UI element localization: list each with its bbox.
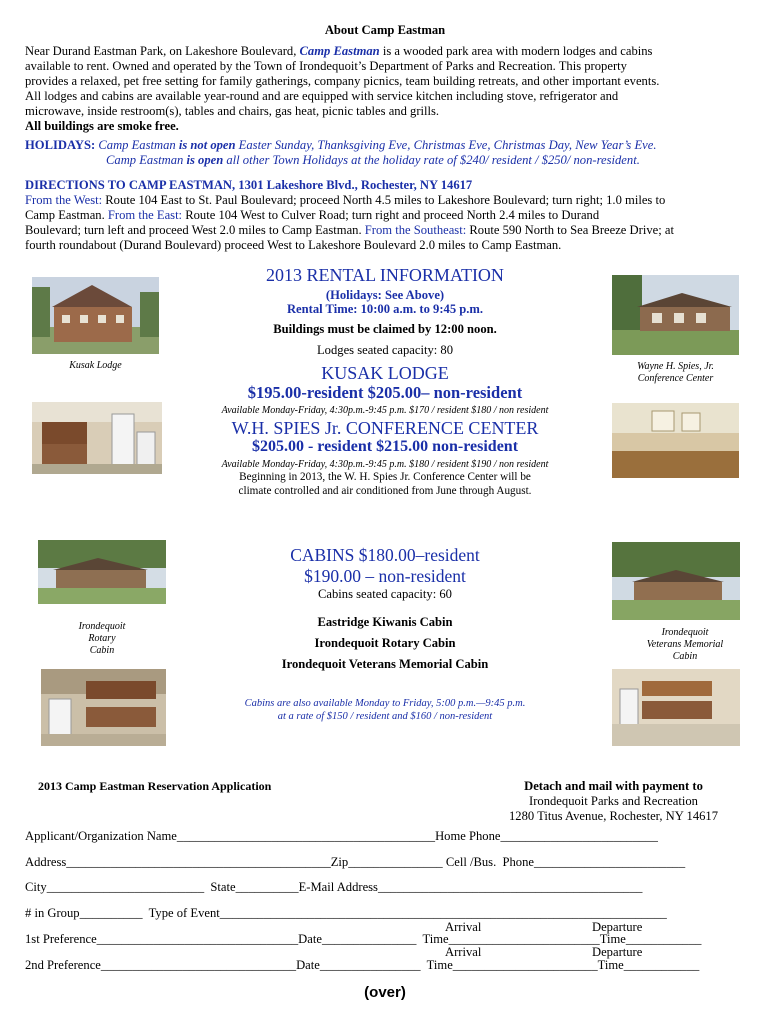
- direction-text: Route 104 West to Culver Road; turn right and proceed North 2.4 miles to Durand: [182, 208, 600, 222]
- holidays-closed: is not open: [178, 138, 236, 152]
- spies-note-2: climate controlled and air conditioned from June through August.: [238, 485, 532, 497]
- first-preference-row[interactable]: 1st Preference________________________________Date_______________ Time________________________Time____________: [25, 932, 702, 946]
- departure-label-2: Departure: [592, 945, 643, 959]
- cabins-title-1: CABINS $180.00–resident: [290, 545, 480, 565]
- cabins-weekday-rate-1: Cabins are also available Monday to Friday, 5:00 p.m.—9:45 p.m.: [244, 698, 526, 709]
- kusak-title: KUSAK LODGE: [321, 363, 449, 383]
- kusak-kitchen-photo: [32, 402, 162, 474]
- spies-interior-photo: [612, 403, 739, 478]
- about-line: microwave, inside restroom(s), tables and chairs, gas heat, picnic tables and grills.: [25, 104, 440, 118]
- from-southeast-label: From the Southeast:: [364, 223, 467, 237]
- holidays-text: all other Town Holidays at the holiday rate of $240/ resident / $250/ non-resident.: [223, 153, 640, 167]
- about-line: available to rent. Owned and operated by the Town of Irondequoit’s Department of Parks and Recreation. This property: [25, 59, 627, 73]
- veterans-cabin-photo: [612, 542, 740, 620]
- applicant-row[interactable]: Applicant/Organization Name_________________________________________Home Phone_________________________: [25, 829, 658, 843]
- caption-line: Rotary: [88, 633, 116, 644]
- departure-label-1: Departure: [592, 920, 643, 934]
- direction-text: fourth roundabout (Durand Boulevard) proceed West to Lakeshore Boulevard 2.0 miles to Camp Eastman.: [25, 238, 562, 252]
- rotary-cabin-kitchen-photo: [41, 669, 166, 746]
- direction-text: Route 104 East to St. Paul Boulevard; proceed North 4.5 miles to Lakeshore Boulevard; turn right; 1.0 miles to: [102, 193, 666, 207]
- from-east-label: From the East:: [107, 208, 183, 222]
- about-paragraph: [25, 44, 755, 134]
- mail-line: Irondequoit Parks and Recreation: [529, 794, 698, 808]
- about-line: provides a relaxed, pet free setting for family gatherings, company picnics, team building retreats, and other important events.: [25, 74, 660, 88]
- mail-address: [470, 779, 757, 824]
- holidays-label: HOLIDAYS:: [25, 138, 96, 152]
- rental-holidays-note: (Holidays: See Above): [325, 288, 445, 302]
- direction-text: Boulevard; turn left and proceed West 2.0 miles to Camp Eastman.: [25, 223, 365, 237]
- claim-note: Buildings must be claimed by 12:00 noon.: [273, 322, 497, 336]
- camp-name: Camp Eastman: [299, 44, 380, 58]
- spies-center-photo: [612, 275, 739, 355]
- spies-title: W.H. SPIES Jr. CONFERENCE CENTER: [231, 418, 539, 438]
- direction-text: Camp Eastman.: [25, 208, 108, 222]
- holidays-text: Camp Eastman: [106, 153, 187, 167]
- kusak-rates: $195.00-resident $205.00– non-resident: [247, 383, 523, 402]
- spies-caption-line: Conference Center: [637, 373, 714, 384]
- about-text: Near Durand Eastman Park, on Lakeshore Boulevard,: [25, 44, 300, 58]
- holidays-text: Camp Eastman: [95, 138, 179, 152]
- holidays-text: Easter Sunday, Thanksgiving Eve, Christmas Eve, Christmas Day, New Year’s Eve.: [235, 138, 657, 152]
- mail-line: 1280 Titus Avenue, Rochester, NY 14617: [508, 809, 719, 823]
- caption-line: Irondequoit: [661, 627, 709, 638]
- cabins-weekday-rate-2: at a rate of $150 / resident and $160 / non-resident: [277, 711, 493, 722]
- kusak-lodge-photo: [32, 277, 159, 354]
- spies-caption-line: Wayne H. Spies, Jr.: [637, 361, 714, 372]
- from-west-label: From the West:: [25, 193, 103, 207]
- spies-weekday-rate: Available Monday-Friday, 4:30p.m.-9:45 p.m. $180 / resident $190 / non resident: [221, 459, 549, 470]
- kusak-lodge-caption: Kusak Lodge: [69, 360, 122, 371]
- cabin-name-3: Irondequoit Veterans Memorial Cabin: [281, 657, 489, 671]
- city-row[interactable]: City_________________________ State__________E-Mail Address__________________________________________: [25, 880, 643, 894]
- arrival-label-2: Arrival: [445, 945, 482, 959]
- group-row[interactable]: # in Group__________ Type of Event_______________________________________________________________________: [25, 906, 667, 920]
- about-text: is a wooded park area with modern lodges and cabins: [379, 44, 653, 58]
- direction-text: Route 590 North to Sea Breeze Drive; at: [466, 223, 674, 237]
- veterans-cabin-caption: [612, 627, 758, 663]
- rental-title: 2013 RENTAL INFORMATION: [266, 265, 504, 285]
- veterans-cabin-interior-photo: [612, 669, 740, 746]
- holidays-open: is open: [186, 153, 224, 167]
- cabins-title-2: $190.00 – non-resident: [304, 566, 466, 586]
- cabins-capacity: Cabins seated capacity: 60: [318, 587, 452, 601]
- address-row[interactable]: Address__________________________________________Zip_______________ Cell /Bus. Phone________________________: [25, 855, 686, 869]
- cabin-name-1: Eastridge Kiwanis Cabin: [317, 615, 453, 629]
- spies-rates: $205.00 - resident $215.00 non-resident: [251, 438, 519, 455]
- rotary-cabin-photo: [38, 540, 166, 604]
- application-title: 2013 Camp Eastman Reservation Application: [38, 779, 272, 793]
- rotary-cabin-caption: [38, 621, 166, 657]
- second-preference-row[interactable]: 2nd Preference_______________________________Date________________ Time_______________________Time____________: [25, 958, 700, 972]
- holidays-block: [25, 138, 765, 168]
- about-title: About Camp Eastman: [324, 23, 446, 37]
- spies-caption: [612, 361, 739, 385]
- cabin-name-2: Irondequoit Rotary Cabin: [314, 636, 456, 650]
- caption-line: Cabin: [672, 651, 698, 662]
- directions-block: [25, 178, 765, 253]
- caption-line: Irondequoit: [78, 621, 126, 632]
- lodge-capacity: Lodges seated capacity: 80: [316, 343, 454, 357]
- directions-heading: DIRECTIONS TO CAMP EASTMAN, 1301 Lakeshore Blvd., Rochester, NY 14617: [25, 178, 473, 192]
- kusak-weekday-rate: Available Monday-Friday, 4:30p.m.-9:45 p.m. $170 / resident $180 / non resident: [221, 405, 549, 416]
- smoke-free-note: All buildings are smoke free.: [25, 119, 179, 133]
- spies-note-1: Beginning in 2013, the W. H. Spies Jr. Conference Center will be: [239, 471, 531, 483]
- mail-title: Detach and mail with payment to: [524, 779, 703, 793]
- about-line: All lodges and cabins are available year-round and are equipped with service kitchen including stove, refrigerator and: [25, 89, 619, 103]
- arrival-label-1: Arrival: [445, 920, 482, 934]
- caption-line: Veterans Memorial: [646, 639, 724, 650]
- over-label: (over): [364, 984, 406, 1001]
- caption-line: Cabin: [89, 645, 115, 656]
- rental-time: Rental Time: 10:00 a.m. to 9:45 p.m.: [286, 302, 484, 316]
